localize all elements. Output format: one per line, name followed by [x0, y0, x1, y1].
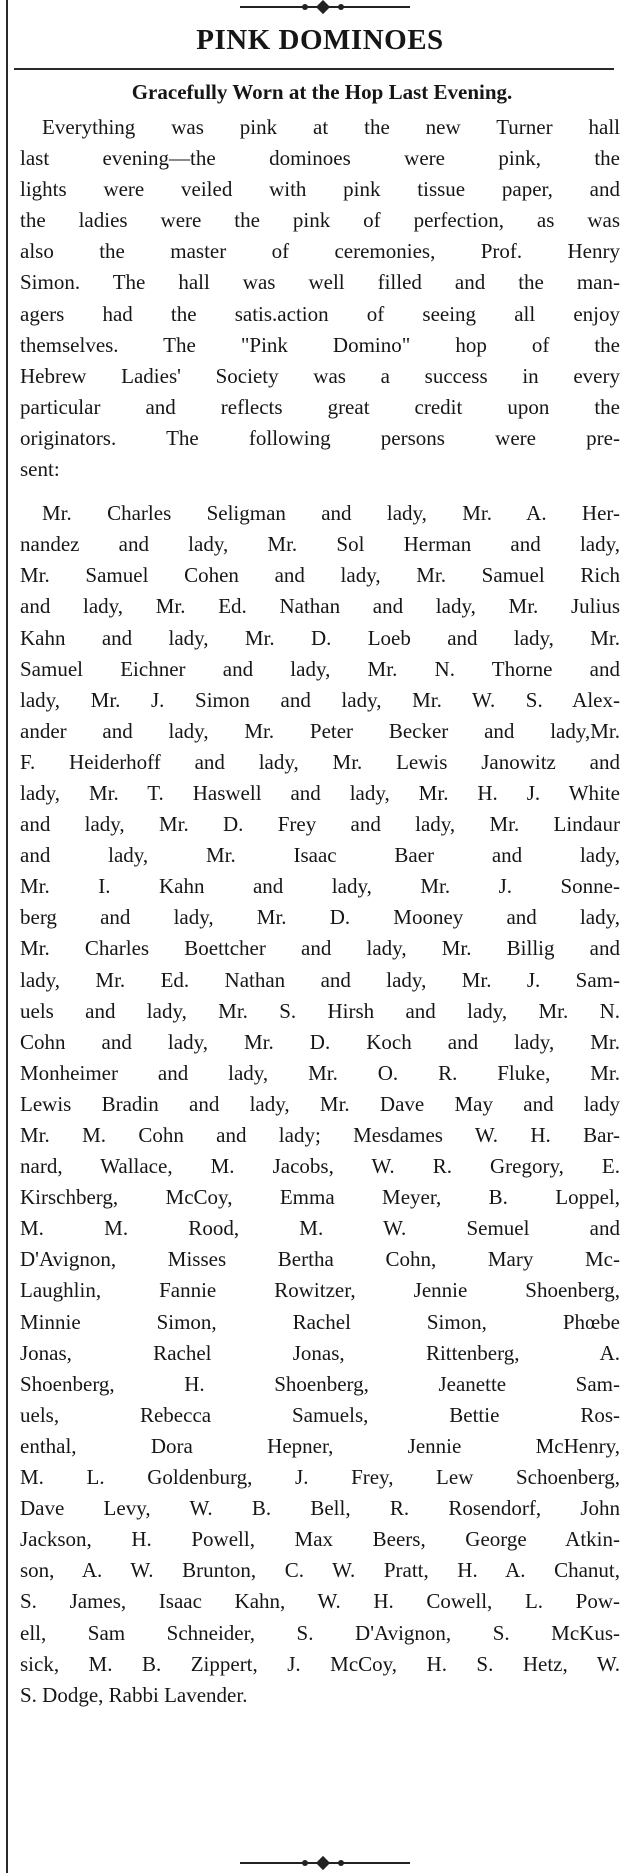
top-ornament-rule: [240, 2, 410, 12]
column-rule-left: [6, 0, 8, 1873]
text-line: Minnie Simon, Rachel Simon, Phœbe: [20, 1309, 620, 1334]
text-line: particular and reflects great credit upon the: [20, 394, 620, 419]
text-line: M. L. Goldenburg, J. Frey, Lew Schoenberg,: [20, 1465, 620, 1490]
text-line: F. Heiderhoff and lady, Mr. Lewis Janowitz and: [20, 749, 620, 774]
text-line: Kahn and lady, Mr. D. Loeb and lady, Mr.: [20, 625, 620, 650]
text-line: Shoenberg, H. Shoenberg, Jeanette Sam-: [20, 1371, 620, 1396]
text-line: uels, Rebecca Samuels, Bettie Ros-: [20, 1402, 620, 1427]
text-line: the ladies were the pink of perfection, as was: [20, 208, 620, 233]
text-line: enthal, Dora Hepner, Jennie McHenry,: [20, 1433, 620, 1458]
text-line: Mr. M. Cohn and lady; Mesdames W. H. Bar-: [20, 1123, 620, 1147]
text-line: Mr. I. Kahn and lady, Mr. J. Sonne-: [20, 874, 620, 899]
text-line: ell, Sam Schneider, S. D'Avignon, S. McKus-: [20, 1620, 620, 1645]
article-body: [20, 112, 620, 1711]
text-line: nard, Wallace, M. Jacobs, W. R. Gregory, E.: [20, 1154, 620, 1179]
text-line: berg and lady, Mr. D. Mooney and lady,: [20, 905, 620, 930]
text-line: D'Avignon, Misses Bertha Cohn, Mary Mc-: [20, 1247, 620, 1272]
paragraph-attendees: [20, 498, 620, 1711]
text-line: Kirschberg, McCoy, Emma Meyer, B. Loppel,: [20, 1185, 620, 1210]
text-line: nandez and lady, Mr. Sol Herman and lady,: [20, 532, 620, 557]
text-line: lady, Mr. Ed. Nathan and lady, Mr. J. Sam-: [20, 967, 620, 992]
text-line: Simon. The hall was well filled and the man-: [20, 270, 620, 295]
text-line: and lady, Mr. D. Frey and lady, Mr. Lindaur: [20, 812, 620, 837]
text-line: Laughlin, Fannie Rowitzer, Jennie Shoenberg,: [20, 1278, 620, 1303]
text-line: Dave Levy, W. B. Bell, R. Rosendorf, John: [20, 1496, 620, 1521]
text-line: Mr. Charles Seligman and lady, Mr. A. Her-: [42, 501, 620, 526]
text-line: last evening—the dominoes were pink, the: [20, 146, 620, 171]
text-line: S. James, Isaac Kahn, W. H. Cowell, L. Pow-: [20, 1589, 620, 1614]
text-line: sick, M. B. Zippert, J. McCoy, H. S. Hetz, W.: [20, 1651, 620, 1676]
text-line: Jonas, Rachel Jonas, Rittenberg, A.: [20, 1340, 620, 1365]
text-line: son, A. W. Brunton, C. W. Pratt, H. A. Chanut,: [20, 1558, 620, 1583]
text-line: Everything was pink at the new Turner hall: [42, 115, 620, 139]
text-line: Hebrew Ladies' Society was a success in every: [20, 363, 620, 388]
headline-divider: [14, 68, 614, 70]
paragraph-intro: [20, 112, 620, 485]
text-line: also the master of ceremonies, Prof. Henry: [20, 239, 620, 264]
text-line: uels and lady, Mr. S. Hirsh and lady, Mr. N.: [20, 998, 620, 1023]
text-line: M. M. Rood, M. W. Semuel and: [20, 1216, 620, 1241]
text-line: sent:: [20, 457, 60, 482]
text-line: lady, Mr. J. Simon and lady, Mr. W. S. Alex-: [20, 687, 620, 712]
text-line: and lady, Mr. Ed. Nathan and lady, Mr. Julius: [20, 594, 620, 619]
bottom-ornament-rule: [240, 1858, 410, 1868]
text-line: ander and lady, Mr. Peter Becker and lady,Mr.: [20, 718, 620, 743]
text-line: Lewis Bradin and lady, Mr. Dave May and lady: [20, 1091, 620, 1116]
subheadline: Gracefully Worn at the Hop Last Evening.: [131, 80, 513, 104]
text-line: agers had the satis.action of seeing all enjoy: [20, 301, 620, 326]
text-line: themselves. The "Pink Domino" hop of the: [20, 332, 620, 357]
text-line: lights were veiled with pink tissue paper, and: [20, 177, 620, 202]
text-line: Samuel Eichner and lady, Mr. N. Thorne and: [20, 656, 620, 681]
headline: PINK DOMINOES: [196, 24, 444, 56]
text-line: Cohn and lady, Mr. D. Koch and lady, Mr.: [20, 1029, 620, 1054]
text-line: S. Dodge, Rabbi Lavender.: [20, 1682, 248, 1707]
text-line: Monheimer and lady, Mr. O. R. Fluke, Mr.: [20, 1060, 620, 1085]
text-line: originators. The following persons were pre-: [20, 425, 620, 450]
text-line: Jackson, H. Powell, Max Beers, George Atkin-: [20, 1527, 620, 1552]
text-line: and lady, Mr. Isaac Baer and lady,: [20, 843, 620, 868]
text-line: lady, Mr. T. Haswell and lady, Mr. H. J. White: [20, 780, 620, 805]
text-line: Mr. Samuel Cohen and lady, Mr. Samuel Rich: [20, 563, 620, 588]
text-line: Mr. Charles Boettcher and lady, Mr. Billig and: [20, 936, 620, 961]
